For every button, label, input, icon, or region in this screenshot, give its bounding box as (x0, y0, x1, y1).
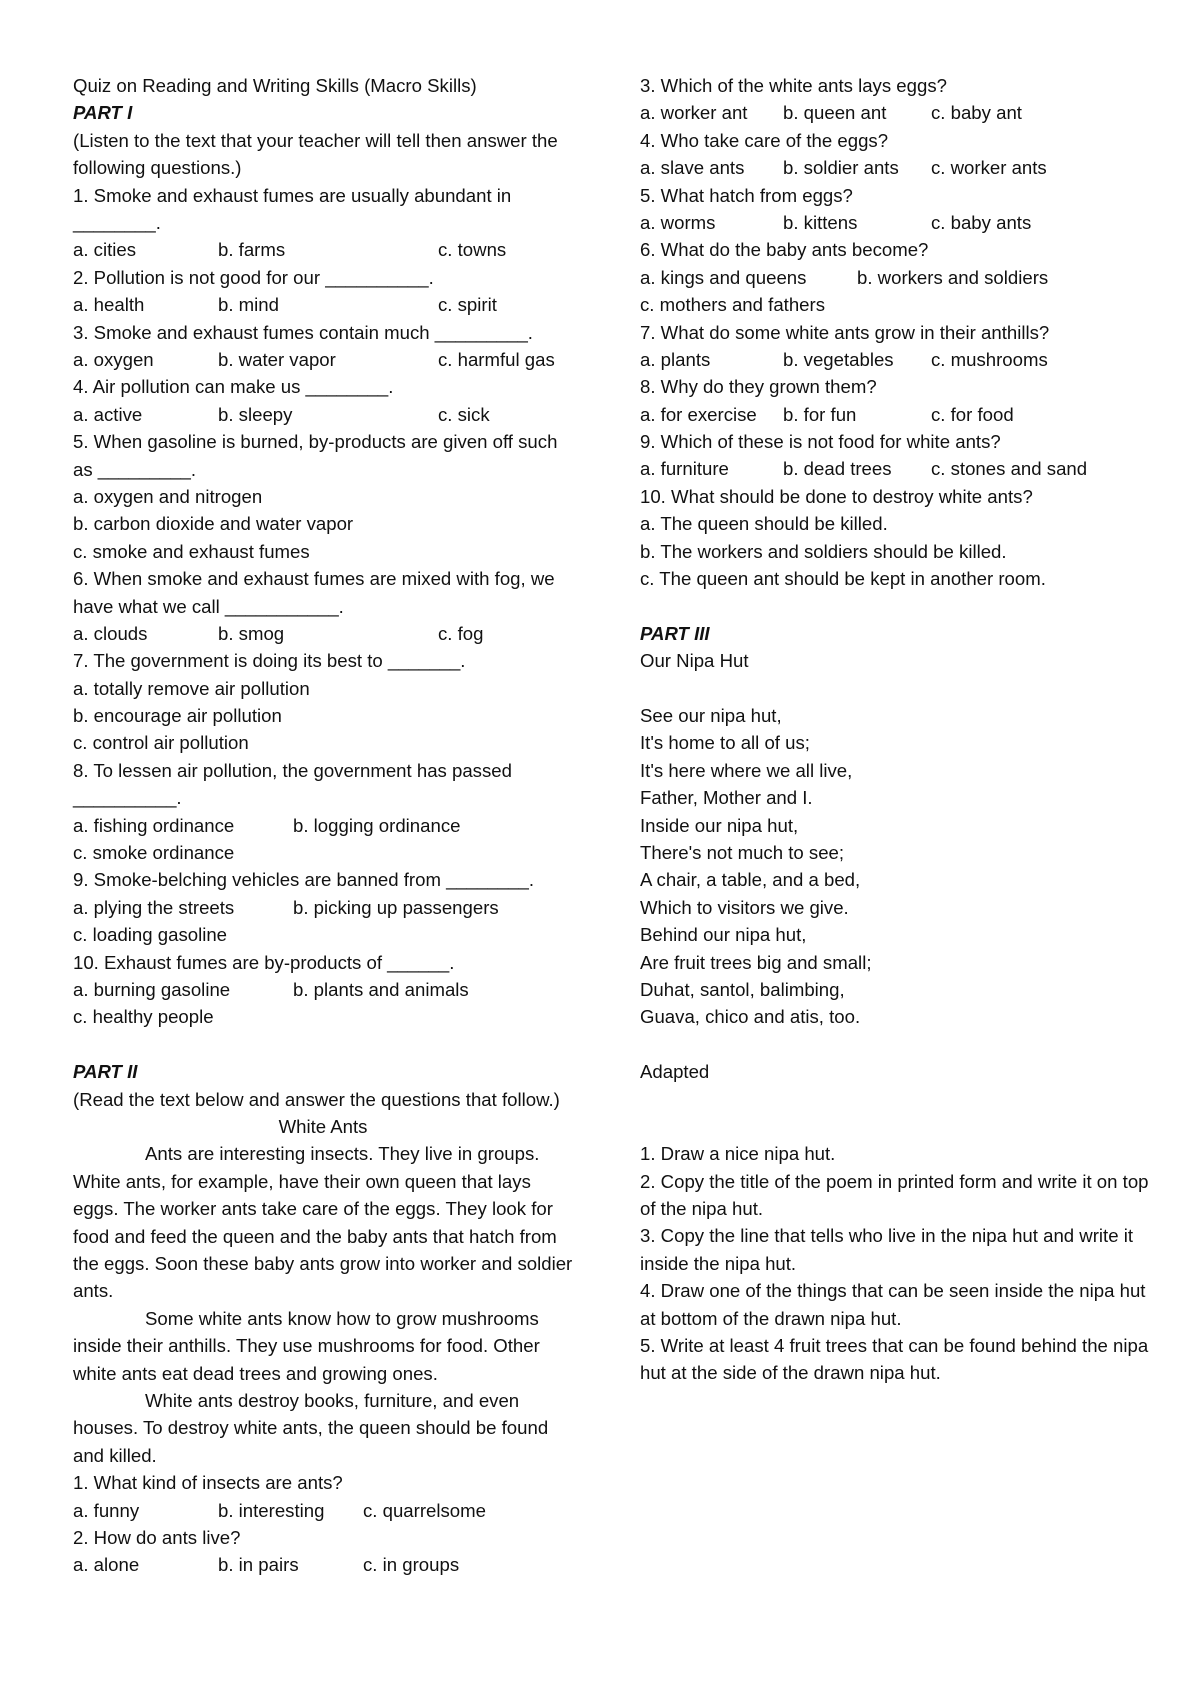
task-item: 1. Draw a nice nipa hut. (640, 1143, 836, 1165)
p2-q10-option-b: b. The workers and soldiers should be killed. (640, 540, 1007, 562)
p1-q9-options (73, 894, 573, 921)
poem-line: Guava, chico and atis, too. (640, 1006, 861, 1028)
option-a: a. alone (73, 1554, 140, 1576)
poem-line: Are fruit trees big and small; (640, 951, 872, 973)
p1-q7-option-a: a. totally remove air pollution (73, 677, 310, 699)
option-c: c. worker ants (931, 157, 1047, 179)
option-c: c. harmful gas (438, 348, 555, 370)
p1-q3-stem: 3. Smoke and exhaust fumes contain much _________. (73, 321, 533, 343)
option-b: b. queen ant (783, 102, 887, 124)
p1-q10-options (73, 976, 573, 1003)
p1-q1-options (73, 236, 573, 263)
spacer (640, 675, 1160, 702)
story-paragraph-3: White ants destroy books, furniture, and even houses. To destroy white ants, the queen should be found and killed. (73, 1390, 549, 1466)
p1-q6-options (73, 620, 573, 647)
option-b: b. interesting (218, 1499, 325, 1521)
option-b: b. sleepy (218, 403, 293, 425)
p1-q10-option-c: c. healthy people (73, 1006, 214, 1028)
option-b: b. water vapor (218, 348, 336, 370)
option-a: a. burning gasoline (73, 978, 231, 1000)
option-a: a. cities (73, 239, 137, 261)
p2-q3-stem: 3. Which of the white ants lays eggs? (640, 75, 947, 96)
part-1-instructions: (Listen to the text that your teacher will tell then answer the following questions.) (73, 129, 558, 179)
p2-q5-stem: 5. What hatch from eggs? (640, 184, 853, 206)
left-column (73, 72, 573, 1579)
option-b: b. logging ordinance (293, 814, 461, 836)
p1-q5-option-c: c. smoke and exhaust fumes (73, 540, 310, 562)
p1-q8-options (73, 812, 573, 839)
right-column (640, 72, 1160, 1387)
part-1-heading: PART I (73, 102, 133, 124)
p1-q4-options (73, 401, 573, 428)
p1-q8-blank: __________. (73, 787, 182, 809)
p1-q8-stem: 8. To lessen air pollution, the government has passed (73, 759, 512, 781)
part-2-heading: PART II (73, 1061, 138, 1083)
poem-line: There's not much to see; (640, 841, 845, 863)
option-a: a. active (73, 403, 143, 425)
option-b: b. mind (218, 294, 279, 316)
task-list (640, 1140, 1160, 1387)
p1-q7-option-c: c. control air pollution (73, 732, 249, 754)
p2-q7-options (640, 346, 1160, 373)
p1-q4-stem: 4. Air pollution can make us ________. (73, 376, 394, 398)
option-a: a. furniture (640, 458, 729, 480)
p2-q10-option-c: c. The queen ant should be kept in another room. (640, 568, 1046, 590)
p1-q5-option-a: a. oxygen and nitrogen (73, 485, 263, 507)
p1-q7-option-b: b. encourage air pollution (73, 705, 282, 727)
p2-q1-options (73, 1497, 573, 1524)
option-c: c. fog (438, 622, 484, 644)
poem-title: Our Nipa Hut (640, 650, 749, 672)
poem-line: Inside our nipa hut, (640, 814, 799, 836)
option-c: c. for food (931, 403, 1014, 425)
spacer (73, 1031, 573, 1058)
poem-line: Father, Mother and I. (640, 787, 813, 809)
poem-line: Duhat, santol, balimbing, (640, 978, 845, 1000)
task-item: 5. Write at least 4 fruit trees that can be found behind the nipa hut at the side of the drawn nipa hut. (640, 1335, 1149, 1384)
quiz-title: Quiz on Reading and Writing Skills (Macro Skills) (73, 75, 477, 96)
poem-line: Which to visitors we give. (640, 896, 849, 918)
option-a: a. funny (73, 1499, 140, 1521)
p2-q4-stem: 4. Who take care of the eggs? (640, 129, 889, 151)
option-b: b. workers and soldiers (857, 266, 1049, 288)
option-b: b. smog (218, 622, 285, 644)
option-b: b. vegetables (783, 348, 894, 370)
p2-q7-stem: 7. What do some white ants grow in their anthills? (640, 321, 1050, 343)
p1-q5-option-b: b. carbon dioxide and water vapor (73, 513, 354, 535)
option-a: a. plying the streets (73, 896, 235, 918)
option-a: a. health (73, 294, 145, 316)
option-a: a. plants (640, 348, 711, 370)
p1-q9-stem: 9. Smoke-belching vehicles are banned from ________. (73, 869, 535, 891)
p1-q10-stem: 10. Exhaust fumes are by-products of ______. (73, 951, 455, 973)
option-a: a. kings and queens (640, 266, 807, 288)
option-a: a. clouds (73, 622, 148, 644)
spacer (640, 592, 1160, 619)
option-a: a. worker ant (640, 102, 748, 124)
p1-q2-options (73, 291, 573, 318)
story-title: White Ants (278, 1115, 368, 1137)
option-c: c. baby ants (931, 211, 1032, 233)
p2-q3-options (640, 99, 1160, 126)
option-c: c. baby ant (931, 102, 1022, 124)
option-b: b. kittens (783, 211, 858, 233)
p1-q9-option-c: c. loading gasoline (73, 924, 228, 946)
p2-q10-option-a: a. The queen should be killed. (640, 513, 888, 535)
p2-q5-options (640, 209, 1160, 236)
option-b: b. plants and animals (293, 978, 469, 1000)
p2-q2-stem: 2. How do ants live? (73, 1527, 241, 1548)
p1-q3-options (73, 346, 573, 373)
spacer (640, 1085, 1160, 1112)
p2-q9-options (640, 455, 1160, 482)
p2-q8-options (640, 401, 1160, 428)
option-b: b. picking up passengers (293, 896, 499, 918)
part-3-heading: PART III (640, 622, 710, 644)
p1-q8-option-c: c. smoke ordinance (73, 842, 235, 864)
option-c: c. in groups (363, 1554, 460, 1576)
poem-line: Behind our nipa hut, (640, 924, 807, 946)
poem-line: A chair, a table, and a bed, (640, 869, 861, 891)
part-2-instructions: (Read the text below and answer the questions that follow.) (73, 1088, 560, 1110)
option-a: a. oxygen (73, 348, 154, 370)
option-b: b. dead trees (783, 458, 892, 480)
option-a: a. for exercise (640, 403, 757, 425)
p2-q8-stem: 8. Why do they grown them? (640, 376, 877, 398)
poem (640, 702, 1160, 1031)
poem-line: See our nipa hut, (640, 704, 782, 726)
p2-q2-options (73, 1551, 573, 1578)
p2-q6-option-c: c. mothers and fathers (640, 294, 825, 316)
option-b: b. farms (218, 239, 286, 261)
p2-q4-options (640, 154, 1160, 181)
task-item: 3. Copy the line that tells who live in the nipa hut and write it inside the nipa hut. (640, 1225, 1134, 1274)
p1-q1-blank: ________. (73, 211, 161, 233)
option-c: c. mushrooms (931, 348, 1048, 370)
p1-q2-stem: 2. Pollution is not good for our __________. (73, 266, 434, 288)
spacer (640, 1031, 1160, 1058)
poem-line: It's home to all of us; (640, 732, 810, 754)
p2-q1-stem: 1. What kind of insects are ants? (73, 1472, 343, 1494)
option-b: b. for fun (783, 403, 857, 425)
task-item: 4. Draw one of the things that can be seen inside the nipa hut at bottom of the drawn nipa hut. (640, 1280, 1146, 1329)
p2-q6-stem: 6. What do the baby ants become? (640, 239, 929, 261)
p1-q6-stem: 6. When smoke and exhaust fumes are mixed with fog, we have what we call ___________. (73, 568, 555, 617)
option-a: a. slave ants (640, 157, 745, 179)
option-b: b. soldier ants (783, 157, 899, 179)
option-c: c. spirit (438, 294, 497, 316)
poem-line: It's here where we all live, (640, 759, 853, 781)
story-paragraph-1: Ants are interesting insects. They live in groups. White ants, for example, have their own queen that lays eggs. The worker ants take care of the eggs. They look for food and feed the queen and the baby ants that hatch from the eggs. Soon these baby ants grow into worker and soldier ants. (73, 1143, 573, 1302)
option-b: b. in pairs (218, 1554, 299, 1576)
p2-q9-stem: 9. Which of these is not food for white ants? (640, 431, 1001, 453)
spacer (640, 1113, 1160, 1140)
p1-q1-stem: 1. Smoke and exhaust fumes are usually abundant in (73, 184, 512, 206)
option-c: c. quarrelsome (363, 1499, 486, 1521)
story-paragraph-2: Some white ants know how to grow mushrooms inside their anthills. They use mushrooms for food. Other white ants eat dead trees and growing ones. (73, 1307, 540, 1384)
option-a: a. worms (640, 211, 716, 233)
option-a: a. fishing ordinance (73, 814, 235, 836)
option-c: c. stones and sand (931, 458, 1088, 480)
task-item: 2. Copy the title of the poem in printed form and write it on top of the nipa hut. (640, 1170, 1149, 1220)
poem-credit: Adapted (640, 1061, 710, 1083)
p1-q7-stem: 7. The government is doing its best to _______. (73, 650, 466, 672)
p2-q10-stem: 10. What should be done to destroy white ants? (640, 485, 1033, 507)
p2-q6-options (640, 264, 1160, 291)
option-c: c. towns (438, 239, 507, 261)
option-c: c. sick (438, 403, 490, 425)
p1-q5-stem: 5. When gasoline is burned, by-products are given off such as _________. (73, 431, 558, 480)
